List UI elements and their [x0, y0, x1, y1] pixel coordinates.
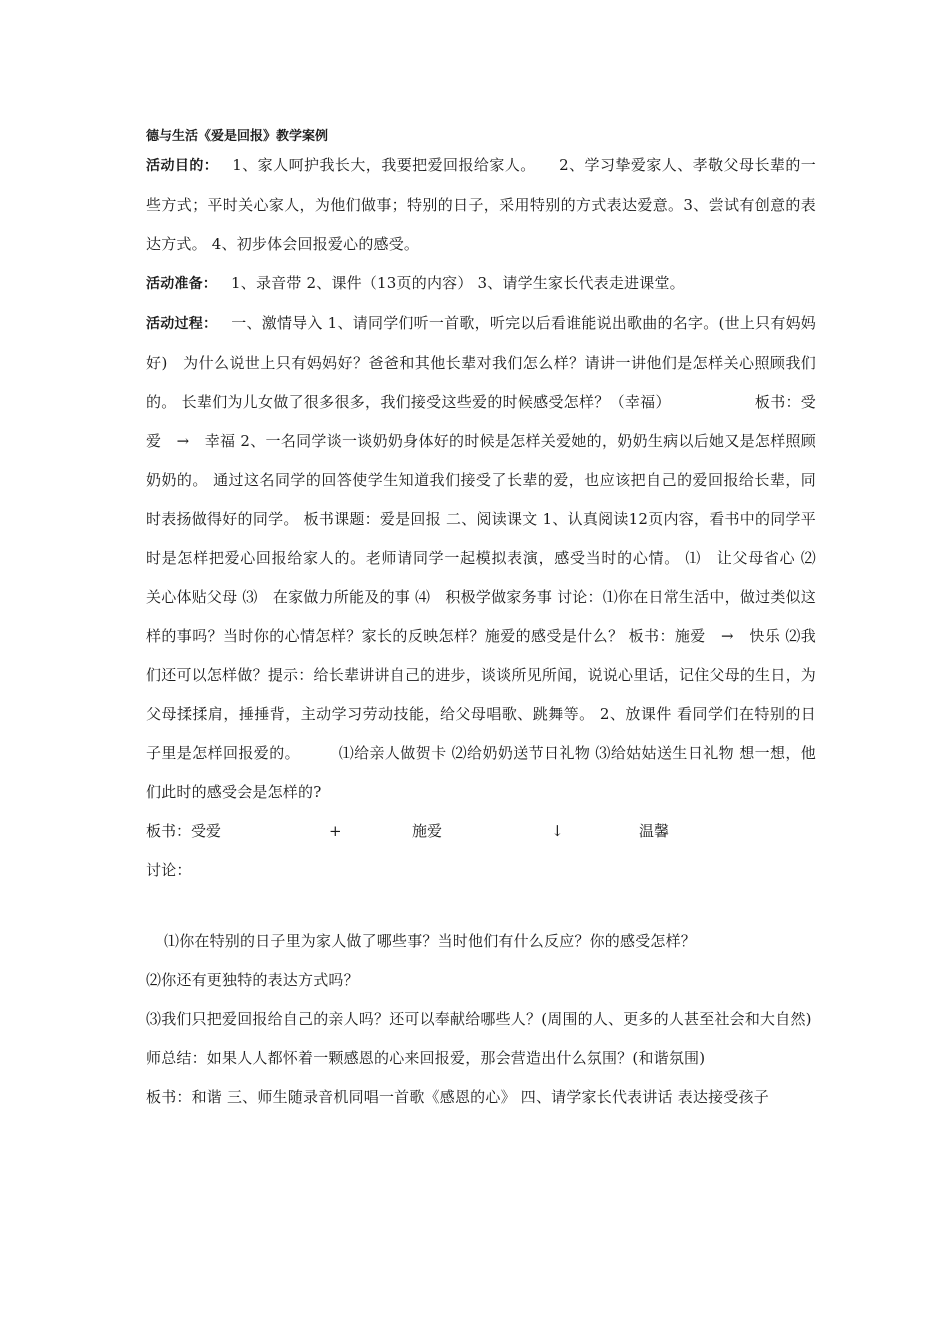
document-page	[146, 128, 832, 1117]
activity-process-text: 一、激情导入 1、请同学们听一首歌，听完以后看谁能说出歌曲的名字。(世上只有妈妈好) 为什么说世上只有妈妈好？爸爸和其他长辈对我们怎么样？请讲一讲他们是怎样关心照顾我们的。 长辈们为儿女做了很多很多，我们接受这些爱的时候感受怎样？（幸福） 板书：受爱 → 幸福 2、一名同学谈一谈奶奶身体好的时候是怎样关爱她的，奶奶生病以后她又是怎样照顾奶奶的。 通过这名同学的回答使学生知道我们接受了长辈的爱，也应该把自己的爱回报给长辈，同时表扬做得好的同学。 板书课题：爱是回报 二、阅读课文 1、认真阅读12页内容，看书中的同学平时是怎样把爱心回报给家人的。老师请同学一起模拟表演，感受当时的心情。 ⑴ 让父母省心 ⑵ 关心体贴父母 ⑶ 在家做力所能及的事 ⑷ 积极学做家务事 讨论：⑴你在日常生活中，做过类似这样的事吗？当时你的心情怎样？家长的反映怎样？施爱的感受是什么？ 板书：施爱 → 快乐 ⑵我们还可以怎样做？提示：给长辈讲讲自己的进步，谈谈所见所闻，说说心里话，记住父母的生日，为父母揉揉肩，捶捶背，主动学习劳动技能，给父母唱歌、跳舞等。 2、放课件 看同学们在特别的日子里是怎样回报爱的。 ⑴给亲人做贺卡 ⑵给奶奶送节日礼物 ⑶给姑姑送生日礼物 想一想，他们此时的感受会是怎样的?	[146, 314, 832, 801]
activity-goal-text: 1、家人呵护我长大，我要把爱回报给家人。 2、学习挚爱家人、孝敬父母长辈的一些方式；平时关心家人，为他们做事；特别的日子，采用特别的方式表达爱意。3、尝试有创意的表达方式。 4、初步体会回报爱心的感受。	[146, 156, 816, 253]
document-title: 德与生活《爱是回报》教学案例	[146, 129, 329, 144]
discussion-question-1: ⑴你在特别的日子里为家人做了哪些事？当时他们有什么反应？你的感受怎样？	[164, 932, 697, 950]
final-board-text: 板书：和谐 三、师生随录音机同唱一首歌《感恩的心》 四、请学家长代表讲话 表达接受孩子	[146, 1088, 769, 1106]
discussion-question-3: ⑶我们只把爱回报给自己的亲人吗？还可以奉献给哪些人？(周围的人、更多的人甚至社会和大自然)	[146, 1010, 812, 1028]
activity-preparation-label: 活动准备：	[146, 276, 217, 292]
board-result: 温馨	[639, 822, 670, 840]
activity-goal	[146, 146, 816, 264]
board-middle: 施爱	[412, 822, 443, 840]
board-plus: +	[329, 822, 342, 840]
activity-preparation-text: 1、录音带 2、课件（13页的内容） 3、请学生家长代表走进课堂。	[231, 274, 685, 292]
activity-process-label: 活动过程：	[146, 316, 218, 332]
board-writing-line	[146, 812, 816, 851]
activity-goal-label: 活动目的：	[146, 158, 219, 174]
board-arrow: ↓	[551, 822, 564, 840]
spacer	[146, 890, 816, 922]
discussion-label: 讨论：	[146, 861, 192, 879]
discussion-question-2: ⑵你还有更独特的表达方式吗？	[146, 971, 359, 989]
board-prefix: 板书：受爱	[146, 822, 222, 840]
teacher-summary: 师总结：如果人人都怀着一颗感恩的心来回报爱，那会营造出什么氛围？(和谐氛围)	[146, 1049, 706, 1067]
activity-preparation	[146, 264, 816, 304]
activity-process	[146, 304, 832, 812]
